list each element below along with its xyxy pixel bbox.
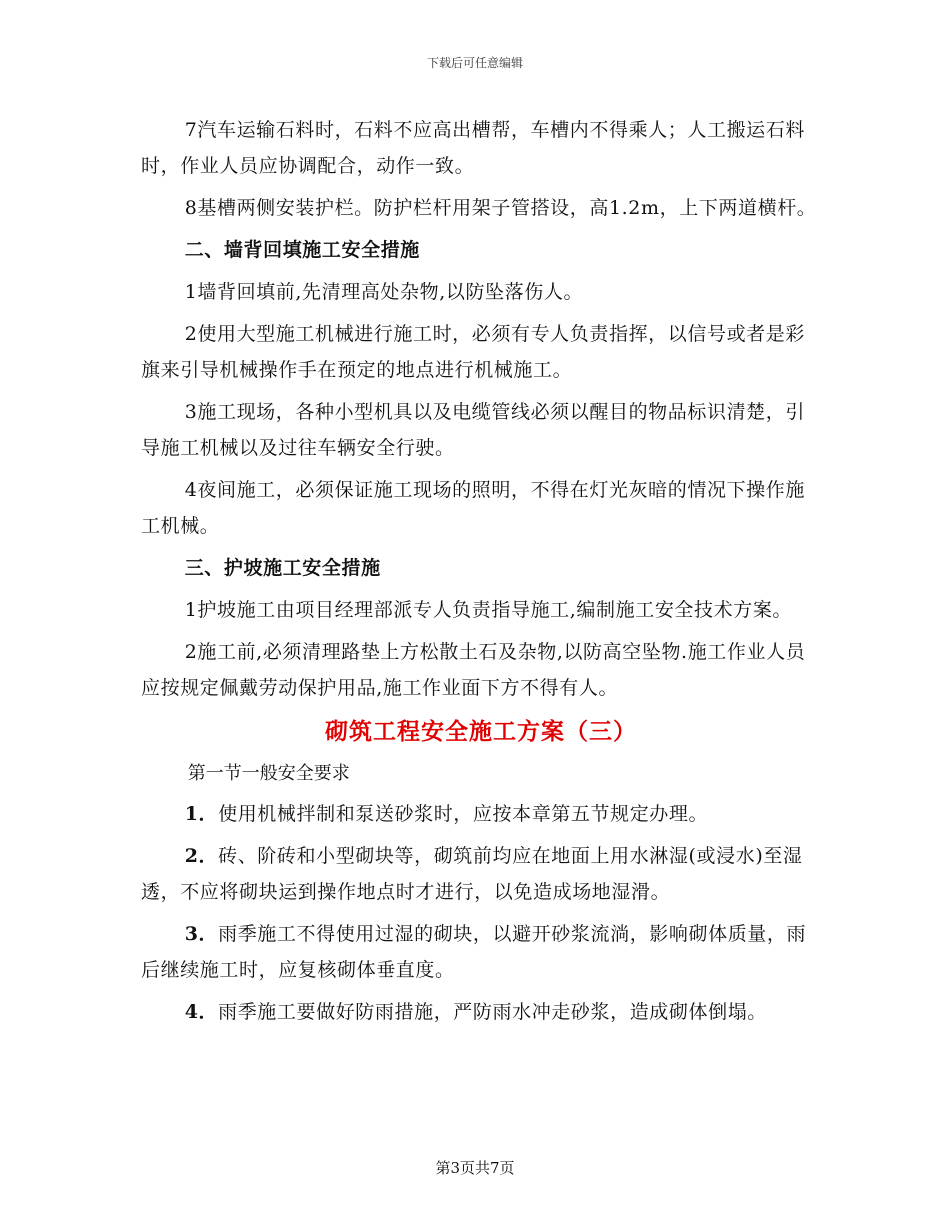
rule-item-2 [141,838,821,910]
rule-text: 雨季施工要做好防雨措施，严防雨水冲走砂浆，造成砌体倒塌。 [218,1001,767,1023]
rule-number: 2． [184,845,219,867]
rule-item-3 [141,916,821,988]
document-body [141,112,821,1036]
backfill-item-4: 4夜间施工，必须保证施工现场的照明，不得在灯光灰暗的情况下操作施工机械。 [141,479,805,537]
section-title: 砌筑工程安全施工方案（三） [325,718,637,745]
rule-number: 1． [184,803,219,825]
paragraph-8: 8基槽两侧安装护栏。防护栏杆用架子管搭设，高1.2m，上下两道横杆。 [184,197,817,219]
rule-number: 3． [184,923,219,945]
page-footer: 第3页共7页 [435,1159,515,1177]
heading-wall-backfill: 二、墙背回填施工安全措施 [184,239,420,261]
backfill-item-3: 3施工现场，各种小型机具以及电缆管线必须以醒目的物品标识清楚，引导施工机械以及过往车辆安全行驶。 [141,401,805,459]
rule-item-4 [141,994,821,1030]
rule-text: 砖、阶砖和小型砌块等，砌筑前均应在地面上用水淋湿(或浸水)至湿透，不应将砌块运到操作地点时才进行，以免造成场地湿滑。 [141,845,803,903]
rule-text: 使用机械拌制和泵送砂浆时，应按本章第五节规定办理。 [218,803,709,825]
paragraph-7: 7汽车运输石料时，石料不应高出槽帮，车槽内不得乘人；人工搬运石料时，作业人员应协调配合，动作一致。 [141,119,805,177]
backfill-item-2: 2使用大型施工机械进行施工时，必须有专人负责指挥，以信号或者是彩旗来引导机械操作手在预定的地点进行机械施工。 [141,323,805,381]
backfill-item-1: 1墙背回填前,先清理高处杂物,以防坠落伤人。 [184,281,584,303]
section-subtitle: 第一节一般安全要求 [187,763,350,784]
slope-item-1: 1护坡施工由项目经理部派专人负责指导施工,编制施工安全技术方案。 [184,599,793,621]
heading-slope-protection: 三、护坡施工安全措施 [184,557,381,579]
rule-item-1 [141,796,821,832]
slope-item-2: 2施工前,必须清理路垫上方松散土石及杂物,以防高空坠物.施工作业人员应按规定佩戴劳动保护用品,施工作业面下方不得有人。 [141,641,806,699]
page-header: 下载后可任意编辑 [426,56,523,70]
rule-text: 雨季施工不得使用过湿的砌块，以避开砂浆流淌，影响砌体质量，雨后继续施工时，应复核砌体垂直度。 [141,923,807,981]
rule-number: 4． [184,1001,219,1023]
